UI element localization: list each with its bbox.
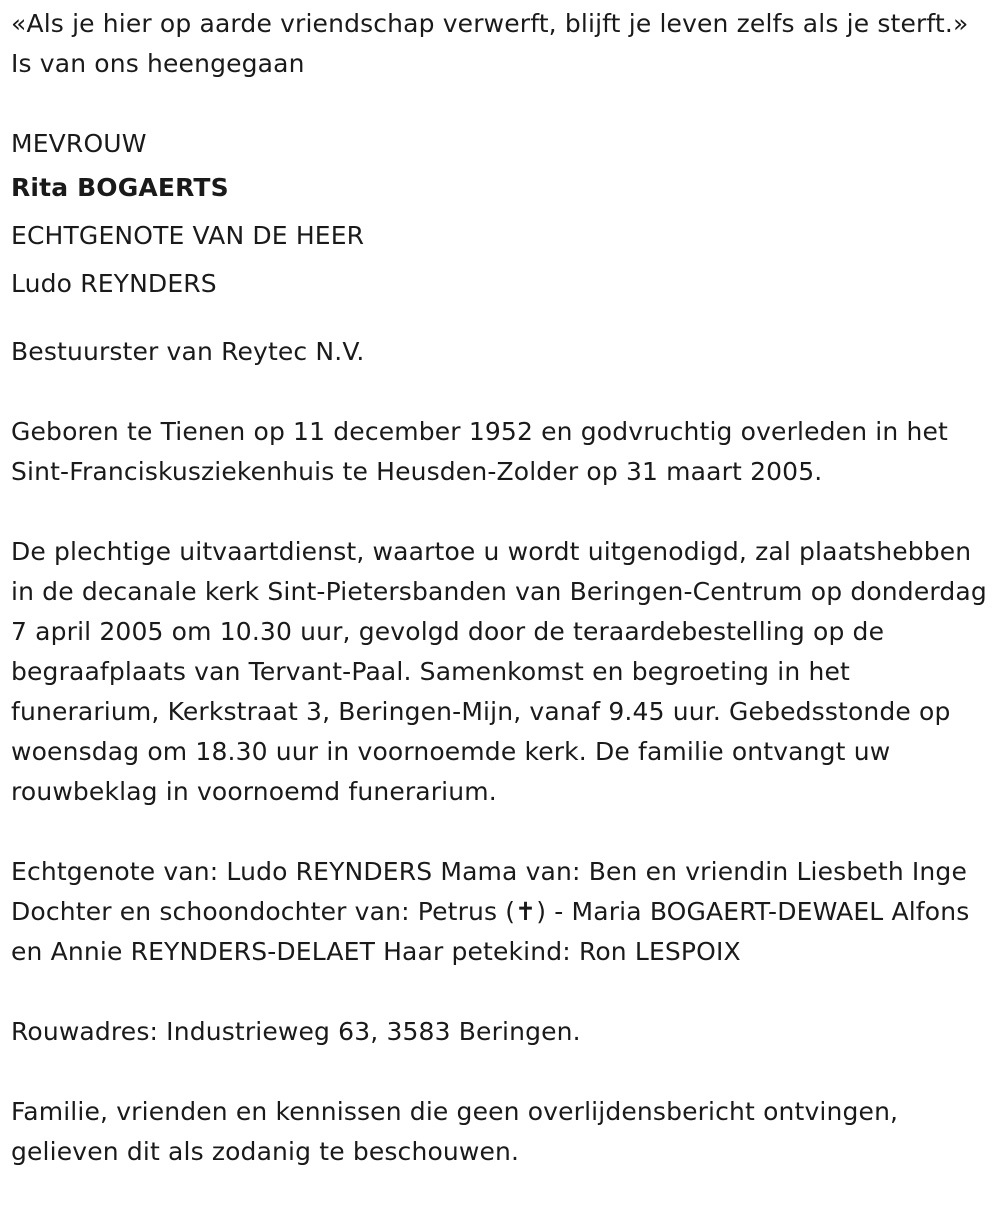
title-line: MEVROUW [11, 129, 147, 158]
occupation: Bestuurster van Reytec N.V. [11, 337, 365, 366]
funeral-service-paragraph: De plechtige uitvaartdienst, waartoe u wordt uitgenodigd, zal plaatshebben in de decanale kerk Sint-Pietersbanden van Beringen-Centrum op donderdag 7 april 2005 om 10.30 uur, gevolgd door de teraardebestelling op de begraafplaats van Tervant-Paal. Samenkomst en begroeting in het funerarium, Kerkstraat 3, Beringen-Mijn, vanaf 9.45 uur. Gebedsstonde op woensdag om 18.30 uur in voornoemde kerk. De familie ontvangt uw rouwbeklag in voornoemd funerarium. [11, 537, 987, 806]
birth-death-paragraph: Geboren te Tienen op 11 december 1952 en godvruchtig overleden in het Sint-Franciskusziekenhuis te Heusden-Zolder op 31 maart 2005. [11, 417, 948, 486]
spouse-name: Ludo REYNDERS [11, 269, 217, 298]
closing-notice: Familie, vrienden en kennissen die geen overlijdensbericht ontvingen, gelieven dit als zodanig te beschouwen. [11, 1097, 899, 1166]
spouse-label: ECHTGENOTE VAN DE HEER [11, 221, 365, 250]
opening-quote: «Als je hier op aarde vriendschap verwerft, blijft je leven zelfs als je sterft.» Is van ons heengegaan [11, 9, 969, 78]
family-paragraph: Echtgenote van: Ludo REYNDERS Mama van: Ben en vriendin Liesbeth Inge Dochter en schoondochter van: Petrus (✝) - Maria BOGAERT-DEWAEL Alfons en Annie REYNDERS-DELAET Haar petekind: Ron LESPOIX [11, 857, 970, 966]
deceased-name: Rita BOGAERTS [11, 173, 229, 202]
mourning-address: Rouwadres: Industrieweg 63, 3583 Beringen. [11, 1017, 581, 1046]
